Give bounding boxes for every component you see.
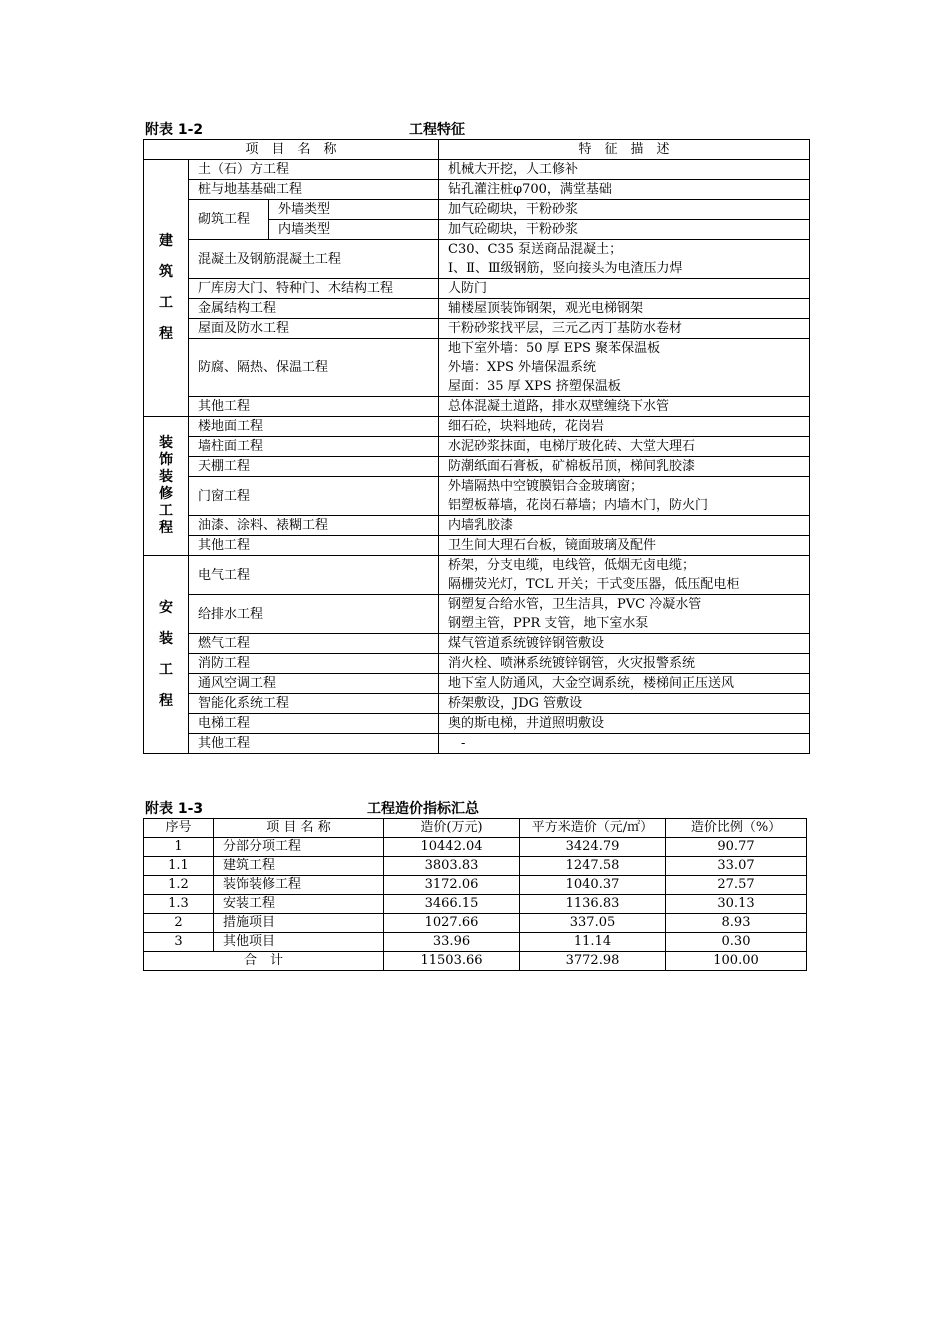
feature-description (439, 299, 810, 319)
total-ratio: 100.00 (666, 952, 807, 971)
column-header: 造价比例（%） (666, 819, 807, 838)
item-name: 电气工程 (189, 556, 439, 595)
table-row (144, 914, 807, 933)
item-name: 其他工程 (189, 397, 439, 417)
description-line: 内墙乳胶漆 (448, 518, 514, 533)
total-label: 合 计 (144, 952, 384, 971)
table-row (144, 714, 810, 734)
category-char: 程 (159, 520, 173, 536)
table-row (144, 437, 810, 457)
item-name: 油漆、涂料、裱糊工程 (189, 516, 439, 536)
description-line: 外墙隔热中空镀膜铝合金玻璃窗； (448, 479, 644, 494)
cost-per-m2: 337.05 (520, 914, 666, 933)
description-line: 水泥砂浆抹面，电梯厅玻化砖、大堂大理石 (448, 439, 696, 454)
description-line: 奥的斯电梯，井道照明敷设 (448, 716, 605, 731)
table-row (144, 477, 810, 516)
cost-ratio: 90.77 (666, 838, 807, 857)
cost-value: 33.96 (384, 933, 520, 952)
description-line: 卫生间大理石台板，镜面玻璃及配件 (448, 538, 657, 553)
table-row (144, 536, 810, 556)
cost-ratio: 27.57 (666, 876, 807, 895)
table-1-3-label: 附表 1-3 (145, 801, 204, 817)
feature-description (439, 437, 810, 457)
item-name: 消防工程 (189, 654, 439, 674)
cost-index-summary-table (143, 818, 807, 971)
cost-per-m2: 11.14 (520, 933, 666, 952)
cost-ratio: 0.30 (666, 933, 807, 952)
category-label (144, 160, 189, 417)
description-line: 桥架，分支电缆，电线管，低烟无卤电缆； (448, 558, 696, 573)
sub-item-name: 外墙类型 (269, 200, 439, 220)
sub-item-name: 内墙类型 (269, 220, 439, 240)
table-row (144, 417, 810, 437)
item-name: 墙柱面工程 (189, 437, 439, 457)
cost-per-m2: 1136.83 (520, 895, 666, 914)
table-1-3-title: 工程造价指标汇总 (367, 801, 479, 817)
item-name: 燃气工程 (189, 634, 439, 654)
table-row (144, 694, 810, 714)
table-row (144, 319, 810, 339)
feature-description (439, 457, 810, 477)
feature-description (439, 714, 810, 734)
item-name: 给排水工程 (189, 595, 439, 634)
header-feature-desc: 特 征 描 述 (439, 140, 810, 160)
table-row (144, 933, 807, 952)
description-line: 桥架敷设，JDG 管敷设 (448, 696, 583, 711)
column-header: 项 目 名 称 (214, 819, 384, 838)
description-line: 屋面：35 厚 XPS 挤塑保温板 (448, 379, 621, 394)
table-row (144, 240, 810, 279)
item-name: 智能化系统工程 (189, 694, 439, 714)
table-row (144, 556, 810, 595)
engineering-features-table (143, 139, 810, 754)
category-char: 装 (159, 435, 173, 451)
feature-description (439, 674, 810, 694)
table-row (144, 674, 810, 694)
total-cost: 11503.66 (384, 952, 520, 971)
feature-description (439, 536, 810, 556)
description-line: 加气砼砌块，干粉砂浆 (448, 202, 579, 217)
description-line: C30、C35 泵送商品混凝土； (448, 242, 623, 257)
column-header: 造价(万元) (384, 819, 520, 838)
feature-description (439, 477, 810, 516)
cost-ratio: 8.93 (666, 914, 807, 933)
row-number: 1.2 (144, 876, 214, 895)
description-line: 辅楼屋顶装饰钢架，观光电梯钢架 (448, 301, 644, 316)
item-name: 砌筑工程 (189, 200, 269, 240)
item-name: 防腐、隔热、保温工程 (189, 339, 439, 397)
item-name: 天棚工程 (189, 457, 439, 477)
row-number: 2 (144, 914, 214, 933)
cost-ratio: 33.07 (666, 857, 807, 876)
item-name: 其他工程 (189, 536, 439, 556)
table-header (144, 140, 810, 160)
description-line: 干粉砂浆找平层，三元乙丙丁基防水卷材 (448, 321, 683, 336)
feature-description (439, 319, 810, 339)
item-name: 装饰装修工程 (214, 876, 384, 895)
table-row (144, 595, 810, 634)
column-header: 序号 (144, 819, 214, 838)
category-char: 程 (159, 692, 173, 709)
item-name: 建筑工程 (214, 857, 384, 876)
description-line: 防潮纸面石膏板，矿棉板吊顶，梯间乳胶漆 (448, 459, 696, 474)
feature-description (439, 595, 810, 634)
item-name: 桩与地基基础工程 (189, 180, 439, 200)
table-row (144, 339, 810, 397)
category-char: 工 (159, 295, 173, 311)
row-number: 1 (144, 838, 214, 857)
cost-value: 3172.06 (384, 876, 520, 895)
table-row (144, 876, 807, 895)
category-char: 筑 (159, 264, 173, 280)
description-line: Ⅰ、Ⅱ、Ⅲ级钢筋，竖向接头为电渣压力焊 (448, 261, 683, 276)
table-row (144, 457, 810, 477)
item-name: 金属结构工程 (189, 299, 439, 319)
feature-description (439, 417, 810, 437)
table-row (144, 734, 810, 754)
item-name: 通风空调工程 (189, 674, 439, 694)
item-name: 措施项目 (214, 914, 384, 933)
item-name: 厂库房大门、特种门、木结构工程 (189, 279, 439, 299)
feature-description (439, 240, 810, 279)
description-line: 煤气管道系统镀锌钢管敷设 (448, 636, 605, 651)
item-name: 其他项目 (214, 933, 384, 952)
description-line: 外墙：XPS 外墙保温系统 (448, 360, 597, 375)
table-row (144, 516, 810, 536)
cost-ratio: 30.13 (666, 895, 807, 914)
description-line: 钻孔灌注桩φ700，满堂基础 (448, 182, 612, 197)
feature-description (439, 200, 810, 220)
cost-value: 3803.83 (384, 857, 520, 876)
item-name: 电梯工程 (189, 714, 439, 734)
table-row (144, 895, 807, 914)
category-char: 饰 (159, 452, 173, 468)
description-line: 钢塑主管，PPR 支管，地下室水泵 (448, 616, 649, 631)
feature-description (439, 279, 810, 299)
category-label (144, 556, 189, 754)
feature-description (439, 397, 810, 417)
feature-description (439, 634, 810, 654)
feature-description (439, 160, 810, 180)
table-row (144, 180, 810, 200)
description-line: 加气砼砌块，干粉砂浆 (448, 222, 579, 237)
row-number: 1.3 (144, 895, 214, 914)
category-label (144, 417, 189, 556)
feature-description (439, 220, 810, 240)
row-number: 1.1 (144, 857, 214, 876)
description-line: 机械大开挖，人工修补 (448, 162, 579, 177)
item-name: 其他工程 (189, 734, 439, 754)
description-line: 铝塑板幕墙，花岗石幕墙；内墙木门，防火门 (448, 498, 709, 513)
feature-description (439, 180, 810, 200)
table-1-2-label: 附表 1-2 (145, 122, 204, 138)
header-project-name: 项 目 名 称 (144, 140, 439, 160)
table-row (144, 397, 810, 417)
table-row (144, 634, 810, 654)
table-row (144, 299, 810, 319)
item-name: 门窗工程 (189, 477, 439, 516)
item-name: 楼地面工程 (189, 417, 439, 437)
total-row (144, 952, 807, 971)
feature-description (439, 556, 810, 595)
item-name: 混凝土及钢筋混凝土工程 (189, 240, 439, 279)
item-name: 安装工程 (214, 895, 384, 914)
table-1-2-title: 工程特征 (409, 122, 465, 138)
table-row (144, 654, 810, 674)
description-line: 钢塑复合给水管，卫生洁具，PVC 冷凝水管 (448, 597, 702, 612)
description-line: 地下室外墙：50 厚 EPS 聚苯保温板 (448, 341, 661, 356)
category-char: 修 (159, 486, 173, 502)
cost-value: 1027.66 (384, 914, 520, 933)
total-per-m2: 3772.98 (520, 952, 666, 971)
category-char: 建 (159, 233, 173, 249)
table-row (144, 857, 807, 876)
item-name: 分部分项工程 (214, 838, 384, 857)
description-line: 地下室人防通风，大金空调系统，楼梯间正压送风 (448, 676, 735, 691)
table-row (144, 279, 810, 299)
feature-description (439, 516, 810, 536)
description-line: 总体混凝土道路，排水双壁缠绕下水管 (448, 399, 670, 414)
category-char: 装 (159, 630, 173, 647)
description-line: 隔栅荧光灯，TCL 开关；干式变压器，低压配电柜 (448, 577, 740, 592)
feature-description (439, 654, 810, 674)
feature-description (439, 694, 810, 714)
table-row (144, 160, 810, 180)
item-name: 屋面及防水工程 (189, 319, 439, 339)
description-line: 消火栓、喷淋系统镀锌钢管，火灾报警系统 (448, 656, 696, 671)
category-char: 装 (159, 469, 173, 485)
description-line: 人防门 (448, 281, 488, 296)
description-line: 细石砼，块料地砖，花岗岩 (448, 419, 605, 434)
table-row (144, 200, 810, 220)
feature-description (439, 734, 810, 754)
category-char: 工 (159, 503, 173, 519)
description-line: - (448, 736, 466, 751)
table-header (144, 819, 807, 838)
table-row (144, 838, 807, 857)
cost-per-m2: 1247.58 (520, 857, 666, 876)
cost-per-m2: 1040.37 (520, 876, 666, 895)
category-char: 安 (159, 599, 173, 616)
item-name: 土（石）方工程 (189, 160, 439, 180)
column-header: 平方米造价（元/㎡） (520, 819, 666, 838)
cost-value: 3466.15 (384, 895, 520, 914)
category-char: 工 (159, 661, 173, 678)
category-char: 程 (159, 326, 173, 342)
cost-per-m2: 3424.79 (520, 838, 666, 857)
feature-description (439, 339, 810, 397)
cost-value: 10442.04 (384, 838, 520, 857)
row-number: 3 (144, 933, 214, 952)
